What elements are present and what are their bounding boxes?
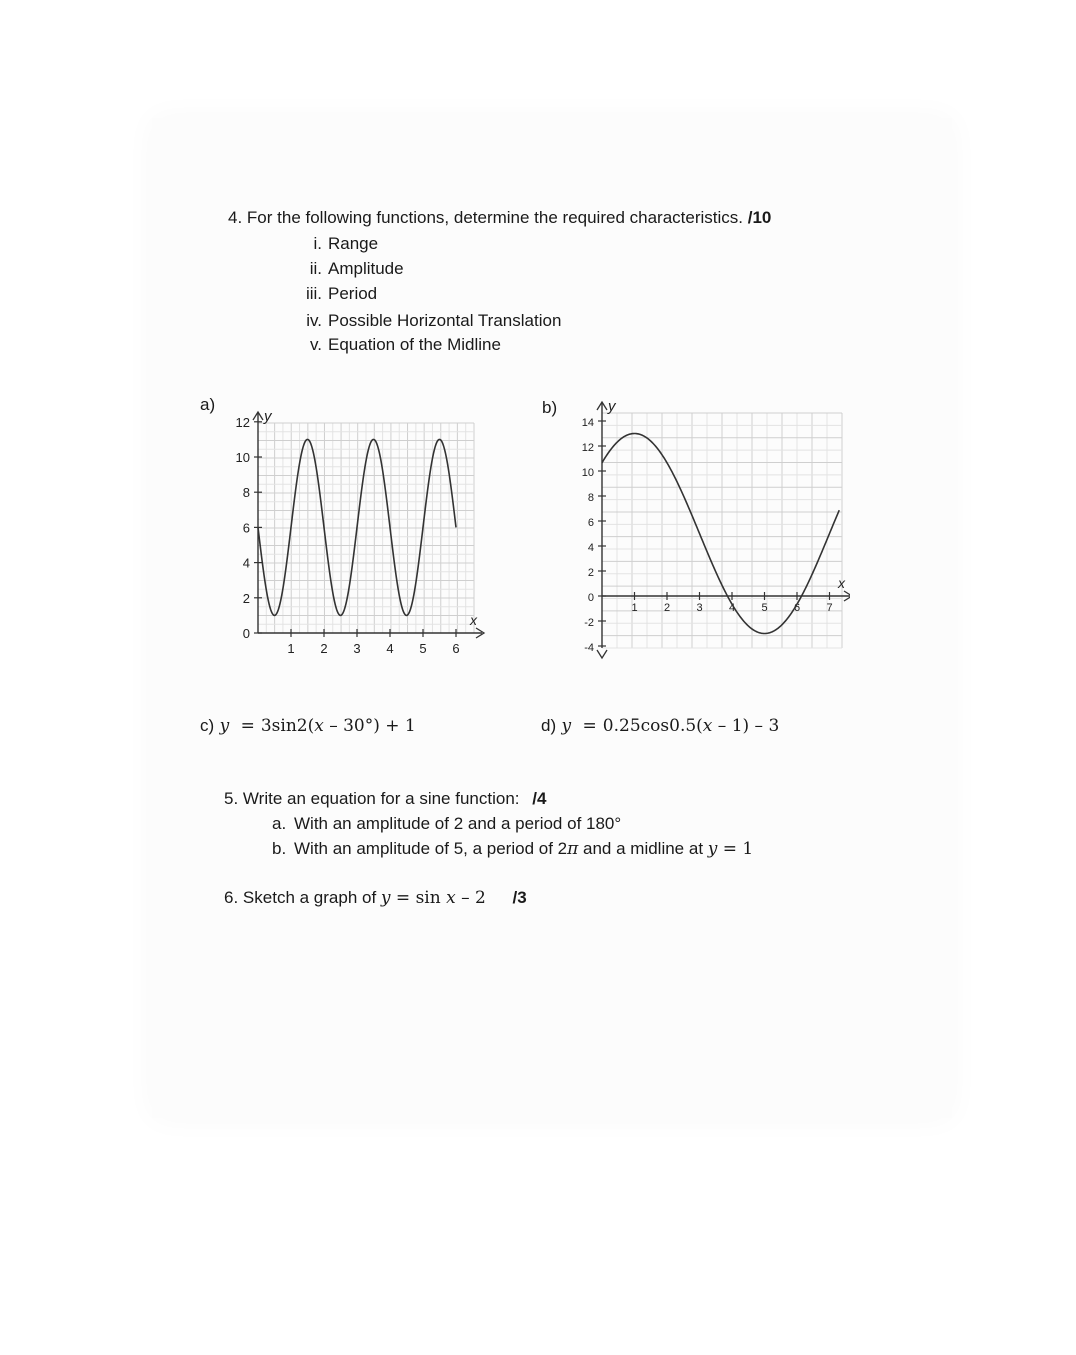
y-axis-down-arrow <box>597 650 607 658</box>
list-text: Amplitude <box>328 259 404 278</box>
x-tick-label: 1 <box>631 602 638 614</box>
part-d-equals: = <box>582 716 597 736</box>
x-tick-label: 2 <box>663 602 671 614</box>
y-tick-label: 12 <box>235 414 250 430</box>
x-tick-label: 5 <box>761 602 768 614</box>
y-tick-label: 0 <box>242 626 250 641</box>
y-tick-label: 12 <box>581 442 594 454</box>
part-d-equation <box>541 716 779 736</box>
list-item-amplitude <box>294 259 404 279</box>
y-tick-label: 10 <box>581 467 594 479</box>
question-5b-text-post: = 1 <box>717 839 754 859</box>
y-tick-label: 6 <box>587 517 594 529</box>
part-d-label: d) <box>541 716 557 735</box>
y-tick-label: 8 <box>587 492 594 504</box>
question-5b-var: y <box>707 839 718 859</box>
part-c-rhs-post: – 30°) + 1 <box>323 716 416 736</box>
part-a-label: a) <box>200 395 216 414</box>
graph-a-tick-labels <box>236 415 460 656</box>
y-tick-label: 6 <box>242 520 250 536</box>
x-tick-label: 4 <box>386 641 394 656</box>
question-5-number: 5. <box>224 789 239 808</box>
y-tick-label: 4 <box>587 542 594 554</box>
question-5a <box>272 814 621 834</box>
part-d-rhs-post: – 1) – 3 <box>712 716 780 736</box>
question-6-prompt: Sketch a graph of <box>242 888 381 907</box>
question-5-prompt: Write an equation for a sine function: <box>242 789 520 808</box>
x-tick-label: 6 <box>452 641 460 656</box>
question-5b-pi: π <box>567 839 579 859</box>
x-tick-label: 5 <box>419 641 427 656</box>
question-6-post: – 2 <box>455 888 486 908</box>
question-6-mid: = sin <box>390 888 447 908</box>
question-5a-label: a. <box>272 814 287 833</box>
list-numeral: ii. <box>309 259 322 278</box>
list-text: Possible Horizontal Translation <box>328 311 562 330</box>
part-d-lhs: y <box>561 716 572 736</box>
graph-b-grid <box>602 413 842 648</box>
question-6-number: 6. <box>224 888 239 907</box>
list-text: Range <box>328 234 379 253</box>
y-tick-label: 4 <box>242 555 250 571</box>
question-4-points: /10 <box>747 208 772 227</box>
question-5a-text: With an amplitude of 2 and a period of 180° <box>294 814 622 833</box>
y-tick-label: 10 <box>235 450 250 465</box>
question-5b <box>272 839 753 859</box>
question-4-number: 4. <box>228 208 243 227</box>
list-item-range <box>294 234 378 254</box>
x-tick-label: 6 <box>793 602 801 614</box>
x-tick-label: 2 <box>320 641 328 656</box>
y-tick-label: 14 <box>581 417 594 429</box>
question-5b-label: b. <box>272 839 287 858</box>
question-6-heading <box>224 888 527 908</box>
list-item-midline <box>294 335 501 355</box>
graph-a-x-axis-label: x <box>470 612 477 628</box>
x-tick-label: 3 <box>353 641 361 656</box>
x-tick-label: 4 <box>728 602 736 614</box>
list-numeral: iii. <box>305 284 322 303</box>
y-tick-label: 2 <box>587 567 594 579</box>
list-numeral: i. <box>313 234 322 253</box>
list-item-translation <box>294 311 561 331</box>
question-5-points: /4 <box>532 789 547 808</box>
y-tick-label: -2 <box>584 617 594 629</box>
graph-b-y-axis-label: y <box>608 398 616 415</box>
question-6-lhs: y <box>380 888 391 908</box>
list-numeral: v. <box>310 335 322 354</box>
x-tick-label: 1 <box>287 641 295 656</box>
part-d-rhs-pre: 0.25cos0.5( <box>602 716 703 736</box>
question-4-prompt: For the following functions, determine the required characteristics. <box>246 208 743 227</box>
part-c-lhs: y <box>219 716 230 736</box>
part-c-equals: = <box>240 716 255 736</box>
question-5b-text-pre: With an amplitude of 5, a period of 2 <box>294 839 568 858</box>
graph-b-sinusoid-curve <box>602 434 839 634</box>
question-6-var: x <box>446 888 456 908</box>
list-numeral: iv. <box>306 311 322 330</box>
y-tick-label: -4 <box>584 642 594 654</box>
graph-b <box>560 395 850 665</box>
question-5b-text-mid: and a midline at <box>578 839 708 858</box>
y-tick-label: 2 <box>242 590 250 606</box>
graph-a <box>210 405 490 670</box>
part-c-var: x <box>314 716 324 736</box>
part-c-label: c) <box>200 716 215 735</box>
question-5-heading <box>224 789 546 809</box>
question-4-heading <box>228 208 771 228</box>
graph-b-x-axis-label: x <box>838 575 845 591</box>
part-b-label: b) <box>542 398 558 417</box>
y-tick-label: 0 <box>587 592 594 604</box>
part-c-rhs-pre: 3sin2( <box>260 716 315 736</box>
part-c-equation <box>200 716 416 736</box>
part-d-var: x <box>702 716 713 736</box>
graph-a-y-axis-label: y <box>264 408 272 425</box>
x-tick-label: 3 <box>696 602 703 614</box>
x-tick-label: 7 <box>826 602 833 614</box>
list-item-period <box>294 284 377 304</box>
list-text: Equation of the Midline <box>328 335 501 354</box>
list-text: Period <box>328 284 378 303</box>
y-tick-label: 8 <box>242 485 250 501</box>
question-6-points: /3 <box>512 888 527 907</box>
